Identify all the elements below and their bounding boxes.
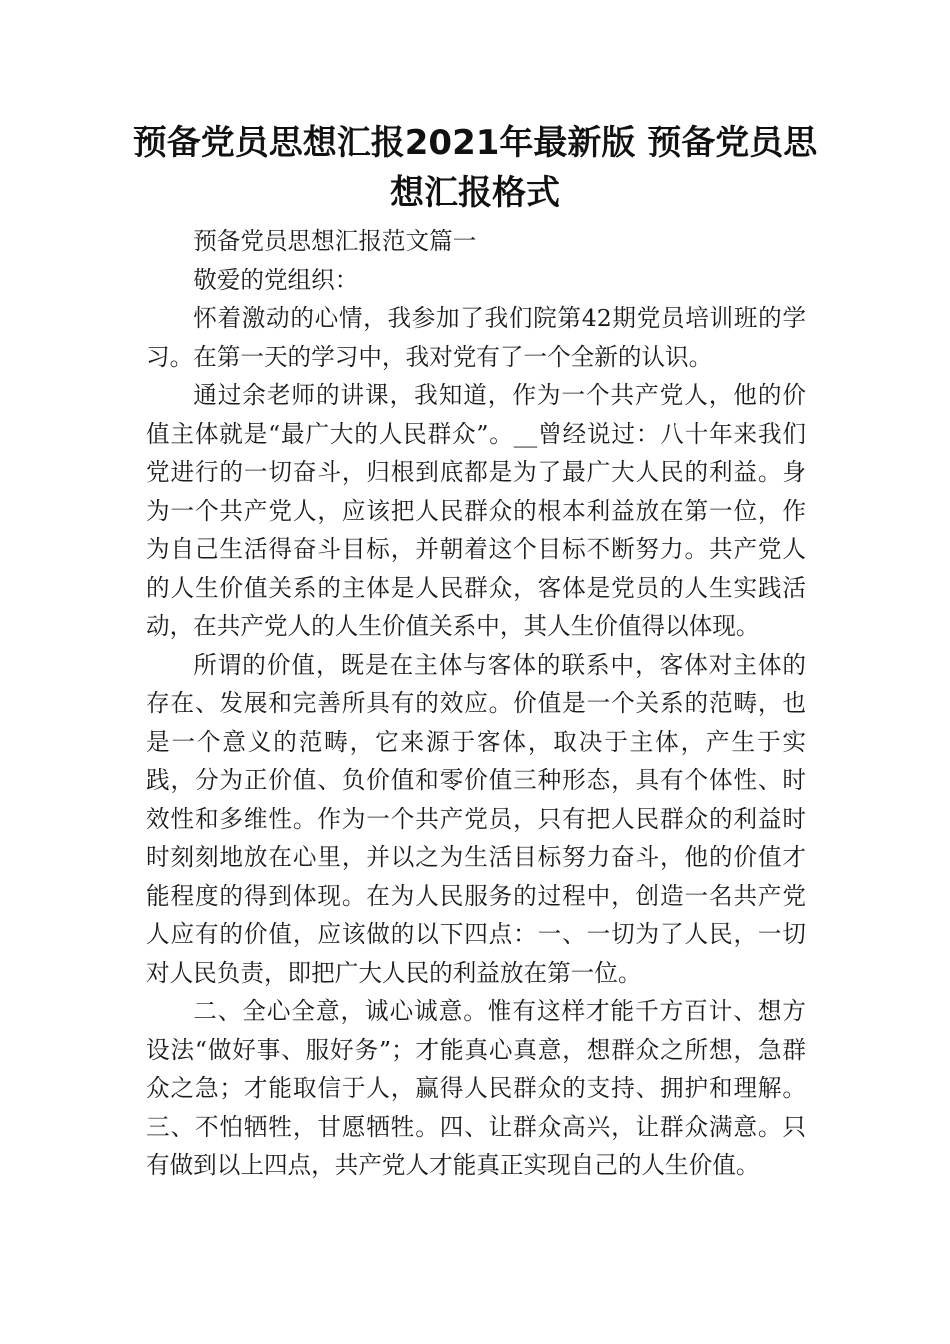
paragraph-heading: 预备党员思想汇报范文篇一 (193, 227, 477, 255)
document-title: 预备党员思想汇报2021年最新版 预备党员思想汇报格式 (132, 123, 818, 213)
paragraph: 所谓的价值，既是在主体与客体的联系中，客体对主体的存在、发展和完善所具有的效应。价值是一个关系的范畴，也是一个意义的范畴，它来源于客体，取决于主体，产生于实践，分为正价值、负价值和零价值三种形态，具有个体性、时效性和多维性。作为一个共产党员，只有把人民群众的利益时时刻刻地放在心里，并以之为生活目标努力奋斗，他的价值才能程度的得到体现。在为人民服务的过程中，创造一名共产党人应有的价值，应该做的以下四点：一、一切为了人民，一切对人民负责，即把广大人民的利益放在第一位。 (146, 650, 806, 987)
paragraph-salutation: 敬爱的党组织： (193, 265, 359, 294)
document-body (146, 222, 806, 1185)
paragraph: 通过余老师的讲课，我知道，作为一个共产党人，他的价值主体就是“最广大的人民群众”。__曾经说过：八十年来我们党进行的一切奋斗，归根到底都是为了最广大人民的利益。身为一个共产党人，应该把人民群众的根本利益放在第一位，作为自己生活得奋斗目标，并朝着这个目标不断努力。共产党人的人生价值关系的主体是人民群众，客体是党员的人生实践活动，在共产党人的人生价值关系中，其人生价值得以体现。 (146, 381, 806, 640)
paragraph: 二、全心全意，诚心诚意。惟有这样才能千方百计、想方设法“做好事、服好务”；才能真心真意，想群众之所想，急群众之急；才能取信于人，赢得人民群众的支持、拥护和理解。三、不怕牺牲，甘愿牺牲。四、让群众高兴，让群众满意。只有做到以上四点，共产党人才能真正实现自己的人生价值。 (146, 997, 806, 1179)
paragraph: 怀着激动的心情，我参加了我们院第42期党员培训班的学习。在第一天的学习中，我对党有了一个全新的认识。 (146, 304, 806, 371)
